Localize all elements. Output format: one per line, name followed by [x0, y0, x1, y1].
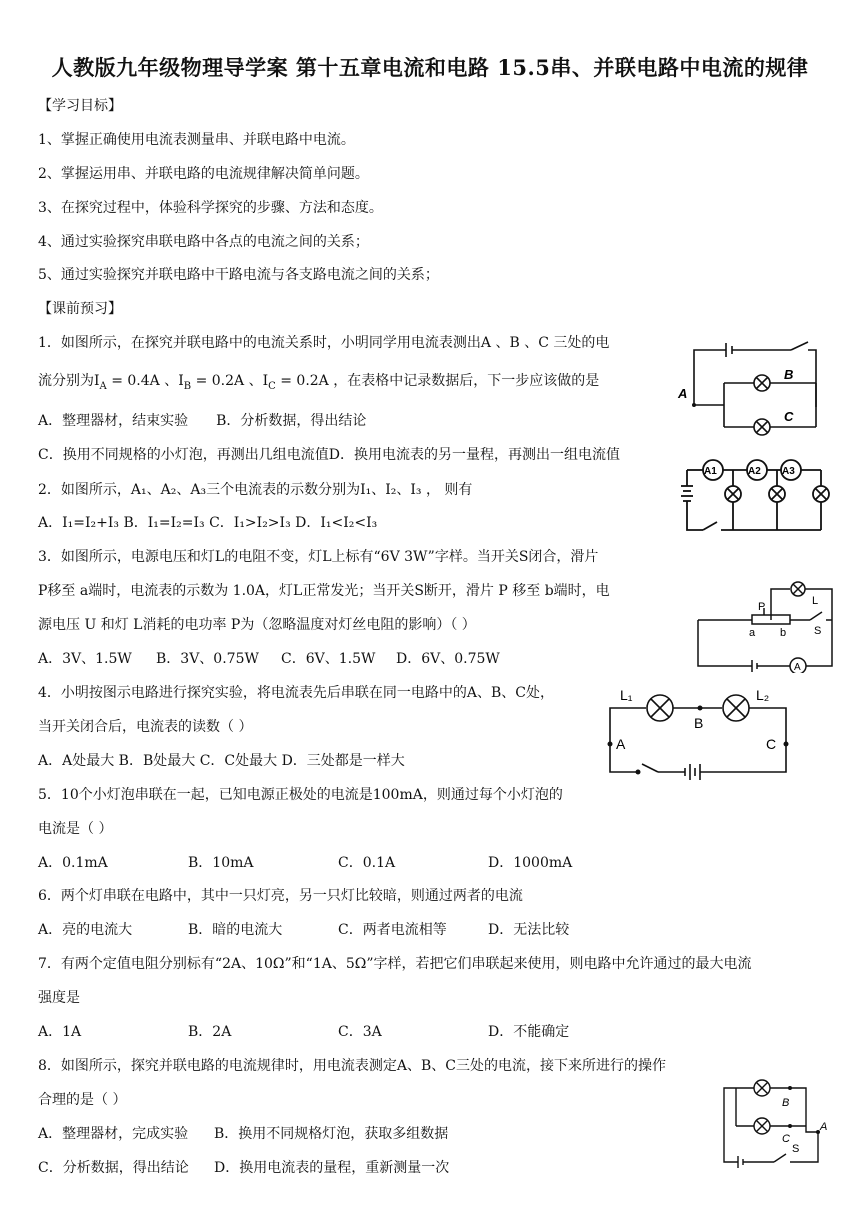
- q1-fig-label-b: B: [784, 367, 794, 382]
- q5-option-c: C．0.1A: [338, 855, 396, 871]
- goal-5: 5、通过实验探究并联电路中干路电流与各支路电流之间的关系；: [38, 267, 439, 283]
- q6-option-c: C．两者电流相等: [338, 922, 447, 938]
- q8-stem-line1: 8．如图所示，探究并联电路的电流规律时，用电流表测定A、B、C三处的电流，接下来所进行的操作: [38, 1058, 667, 1074]
- q8-fig-label-s: S: [792, 1143, 800, 1155]
- q1-options-cd: [38, 446, 620, 464]
- q4-fig-label-l2: L₂: [756, 687, 770, 703]
- q4-stem-line1: 4．小明按图示电路进行探究实验，将电流表先后串联在同一电路中的A、B、C处，: [38, 685, 555, 701]
- q6-options: [38, 921, 569, 939]
- q1-stem-line2: 流分别为$I_A = 0.4A$ 、$I_B = 0.2A$ 、$I_C = 0.2A$ ，在表格中记录数据后，下一步应该做的是: [38, 373, 600, 392]
- q4-circuit-figure: [604, 686, 794, 780]
- q3-option-c: C．6V、1.5W: [281, 651, 376, 667]
- q5-options: [38, 854, 572, 872]
- preview-header: 【课前预习】: [38, 301, 122, 317]
- q8-stem-line2: 合理的是（ ）: [38, 1092, 127, 1108]
- q3-fig-label-a-end: a: [749, 627, 756, 639]
- q6-option-d: D．无法比较: [488, 922, 570, 938]
- q7-stem-line1: 7．有两个定值电阻分别标有“2A、10Ω”和“1A、5Ω”字样，若把它们串联起来使用，则电路中允许通过的最大电流: [38, 956, 752, 972]
- q3-option-a: A．3V、1.5W: [38, 651, 132, 667]
- goal-4: 4、通过实验探究串联电路中各点的电流之间的关系；: [38, 234, 369, 250]
- goal-1: 1、掌握正确使用电流表测量串、并联电路中电流。: [38, 132, 355, 148]
- q3-fig-label-l: L: [812, 595, 819, 607]
- q2-options: A．I₁=I₂+I₃ B．I₁=I₂=I₃ C．I₁>I₂>I₃ D．I₁<I₂<I₃: [38, 515, 378, 531]
- q1-option-a: A．整理器材，结束实验: [38, 413, 189, 429]
- q7-option-c: C．3A: [338, 1024, 382, 1040]
- q3-circuit-figure: [692, 578, 837, 673]
- q5-stem-line1: 5．10个小灯泡串联在一起，已知电源正极处的电流是100mA，则通过每个小灯泡的: [38, 787, 563, 803]
- q3-fig-label-b-end: b: [780, 627, 787, 639]
- q8-option-d: D．换用电流表的量程，重新测量一次: [214, 1160, 450, 1176]
- q6-option-a: A．亮的电流大: [38, 922, 133, 938]
- q3-fig-label-p: P: [758, 601, 766, 613]
- q1-stem-line1: 1．如图所示，在探究并联电路中的电流关系时，小明同学用电流表测出A 、B 、C 三处的电: [38, 335, 610, 351]
- q2-fig-ammeter-3: A3: [782, 466, 795, 477]
- q8-options-ab: [38, 1125, 448, 1143]
- goal-2: 2、掌握运用串、并联电路的电流规律解决简单问题。: [38, 166, 369, 182]
- goals-header: 【学习目标】: [38, 98, 122, 114]
- q1-option-c: C．换用不同规格的小灯泡，再测出几组电流值: [38, 447, 329, 463]
- q6-option-b: B．暗的电流大: [188, 922, 283, 938]
- q8-fig-label-a: A: [820, 1121, 828, 1133]
- q7-option-d: D．不能确定: [488, 1024, 570, 1040]
- page-title: 人教版九年级物理导学案 第十五章电流和电路 15.5串、并联电路中电流的规律: [51, 55, 809, 80]
- goal-3: 3、在探究过程中，体验科学探究的步骤、方法和态度。: [38, 200, 383, 216]
- q4-stem-line2: 当开关闭合后，电流表的读数（ ）: [38, 719, 253, 735]
- q7-option-a: A．1A: [38, 1024, 82, 1040]
- q5-stem-line2: 电流是（ ）: [38, 821, 113, 837]
- q8-option-b: B．换用不同规格灯泡，获取多组数据: [214, 1126, 449, 1142]
- q3-stem-line1: 3．如图所示，电源电压和灯L的电阻不变，灯L上标有“6V 3W”字样。当开关S闭合，滑片: [38, 549, 599, 565]
- q7-option-b: B．2A: [188, 1024, 232, 1040]
- q3-stem-line2: P移至 a端时，电流表的示数为 1.0A，灯L正常发光；当开关S断开，滑片 P 移至 b端时，电: [38, 583, 610, 599]
- q2-stem: 2．如图所示，A₁、A₂、A₃三个电流表的示数分别为I₁、I₂、I₃ ， 则有: [38, 482, 473, 498]
- q8-fig-label-b: B: [782, 1097, 790, 1109]
- q1-options-ab: [38, 412, 366, 430]
- q3-fig-ammeter: A: [794, 662, 801, 673]
- q8-fig-label-c: C: [782, 1133, 790, 1145]
- q8-circuit-figure: [712, 1074, 832, 1170]
- q8-options-cd: [38, 1159, 449, 1177]
- q3-option-d: D．6V、0.75W: [396, 651, 500, 667]
- q1-circuit-figure: [676, 335, 826, 440]
- q7-stem-line2: 强度是: [38, 990, 80, 1006]
- q4-options: A．A处最大 B．B处最大 C．C处最大 D．三处都是一样大: [38, 753, 405, 769]
- q2-fig-ammeter-1: A1: [704, 466, 717, 477]
- q3-fig-label-s: S: [814, 625, 822, 637]
- q1-option-b: B．分析数据，得出结论: [216, 413, 367, 429]
- q1-option-d: D．换用电流表的另一量程，再测出一组电流值: [328, 447, 620, 463]
- q8-option-c: C．分析数据，得出结论: [38, 1160, 189, 1176]
- q4-fig-label-b: B: [694, 715, 704, 731]
- q2-fig-ammeter-2: A2: [748, 466, 761, 477]
- q1-fig-label-a: A: [678, 386, 688, 401]
- q6-stem: 6．两个灯串联在电路中，其中一只灯亮，另一只灯比较暗，则通过两者的电流: [38, 888, 523, 904]
- q4-fig-label-a: A: [616, 736, 626, 752]
- q7-options: [38, 1023, 569, 1041]
- q4-fig-label-l1: L₁: [620, 687, 633, 703]
- q5-option-a: A．0.1mA: [38, 855, 108, 871]
- q3-options: [38, 650, 500, 668]
- q8-option-a: A．整理器材，完成实验: [38, 1126, 189, 1142]
- q3-option-b: B．3V、0.75W: [156, 651, 259, 667]
- q5-option-d: D．1000mA: [488, 855, 573, 871]
- q4-fig-label-c: C: [766, 736, 777, 752]
- q5-option-b: B．10mA: [188, 855, 254, 871]
- q2-circuit-figure: [677, 452, 835, 540]
- q3-stem-line3: 源电压 U 和灯 L消耗的电功率 P为（忽略温度对灯丝电阻的影响）（ ）: [38, 617, 476, 633]
- q1-fig-label-c: C: [784, 409, 794, 424]
